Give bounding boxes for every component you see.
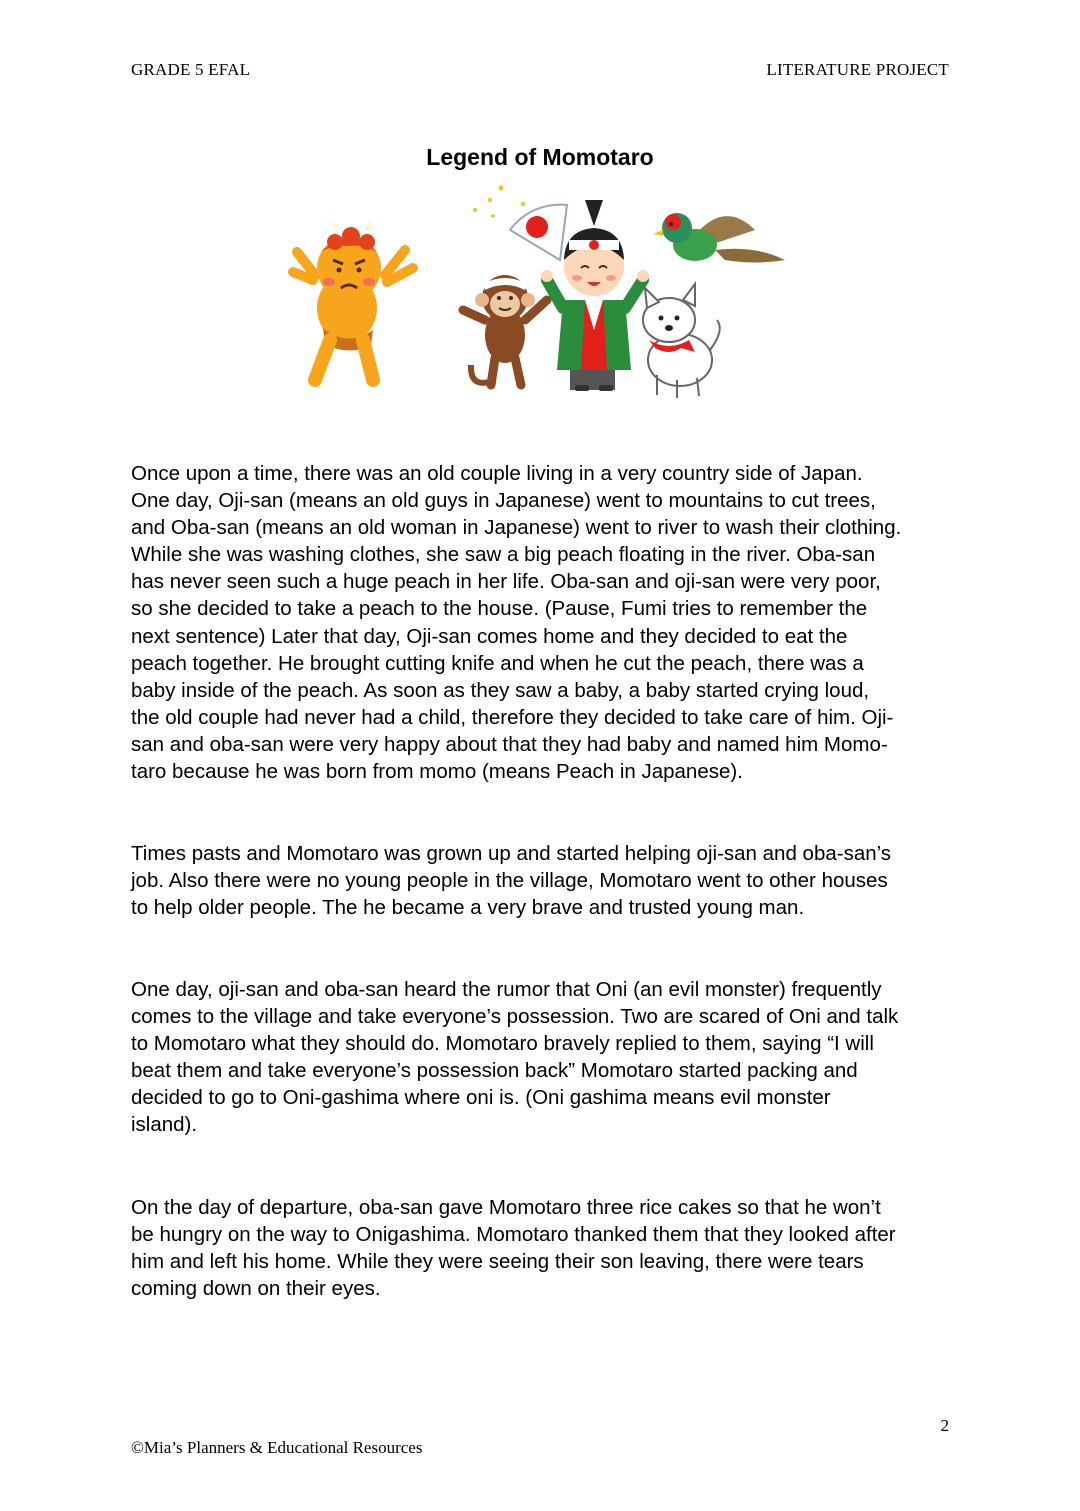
header-right: LITERATURE PROJECT	[766, 60, 949, 79]
momotaro-characters-illustration-icon	[285, 180, 790, 405]
story-paragraph-2: Times pasts and Momotaro was grown up and started helping oji-san and oba-san’s job. Also there were no young people in the village, Momotaro went to other houses to help older people. The he became a very brave and trusted young man.	[131, 842, 892, 920]
pheasant-character	[653, 213, 785, 263]
story-paragraph-3: One day, oji-san and oba-san heard the rumor that Oni (an evil monster) frequently comes to the village and take everyone’s possession. Two are scared of Oni and talk to Momotaro what they should do. Momotaro bravely replied to them, saying “I will beat them and take everyone’s possession back” Momotaro started packing and decided to go to Oni-gashima where oni is. (Oni gashima means evil monster island).	[131, 978, 899, 1137]
page-title: Legend of Momotaro	[426, 144, 654, 170]
page-number: 2	[940, 1416, 949, 1435]
header-left: GRADE 5 EFAL	[131, 60, 251, 79]
dog-character	[643, 284, 720, 398]
monkey-character	[463, 275, 547, 385]
japanese-fan	[510, 205, 567, 260]
oni-character	[293, 218, 413, 380]
story-paragraph-1: Once upon a time, there was an old couple living in a very country side of Japan. One day, Oji-san (means an old guys in Japanese) went to mountains to cut trees, and Oba-san (means an old woman in Japanese) went to river to wash their clothing. While she was washing clothes, she saw a big peach floating in the river. Oba-san has never seen such a huge peach in her life. Oba-san and oji-san were very poor, so she decided to take a peach to the house. (Pause, Fumi tries to remember the next sentence) Later that day, Oji-san comes home and they decided to eat the peach together. He brought cutting knife and when he cut the peach, there was a baby inside of the peach. As soon as they saw a baby, a baby started crying loud, the old couple had never had a child, therefore they decided to take care of him. Oji- san and oba-san were very happy about that they had baby and named him Momo- taro because he was born from momo (means Peach in Japanese).	[131, 462, 902, 784]
story-paragraph-4: On the day of departure, oba-san gave Momotaro three rice cakes so that he won’t be hungry on the way to Onigashima. Momotaro thanked them that they looked after him and left his home. While they were seeing their son leaving, there were tears coming down on their eyes.	[131, 1196, 896, 1301]
footer-copyright: ©Mia’s Planners & Educational Resources	[131, 1438, 423, 1457]
